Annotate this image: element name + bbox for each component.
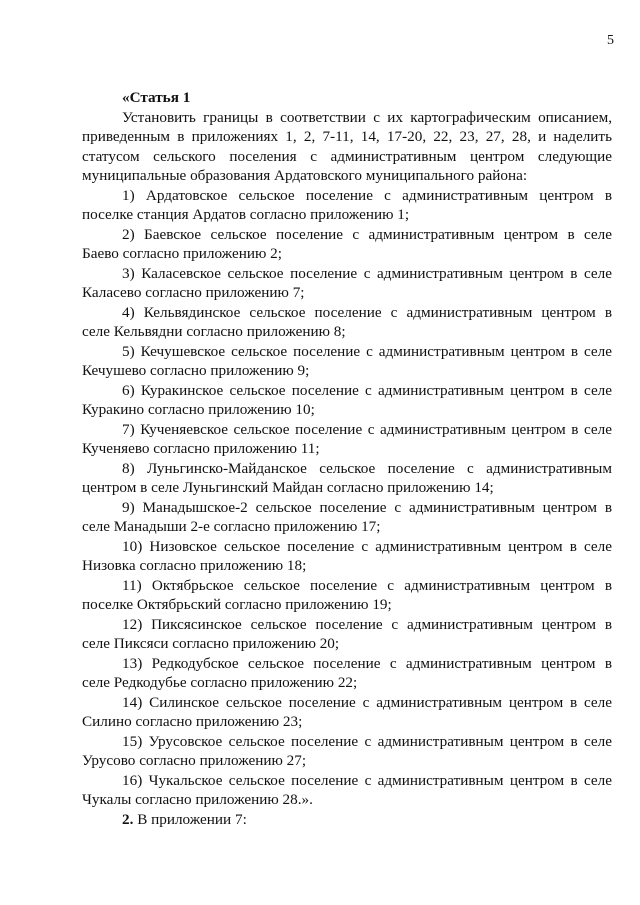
intro-line: статусом сельского поселения с административным центром следующие — [82, 147, 612, 165]
list-item — [82, 576, 612, 615]
list-item-line: селе Кельвядни согласно приложению 8; — [82, 323, 346, 340]
list-item-line: 10) Низовское сельское поселение с административным центром в селе — [122, 537, 612, 555]
list-item — [82, 459, 612, 498]
list-item-line: 11) Октябрьское сельское поселение с административным центром в — [122, 576, 612, 594]
list-item-line: 7) Кученяевское сельское поселение с административным центром в селе — [122, 420, 612, 438]
list-item-line: 2) Баевское сельское поселение с административным центром в селе — [122, 225, 612, 243]
list-item — [82, 537, 612, 576]
list-item — [82, 381, 612, 420]
intro-line: приведенным в приложениях 1, 2, 7-11, 14, 17-20, 22, 23, 27, 28, и наделить — [82, 128, 612, 145]
list-item-line: 12) Пиксясинское сельское поселение с административным центром в — [122, 615, 612, 633]
list-item-line: Каласево согласно приложению 7; — [82, 284, 305, 301]
list-item-line: Урусово согласно приложению 27; — [82, 752, 307, 769]
list-item-line: Куракино согласно приложению 10; — [82, 401, 315, 418]
list-item-line: Кечушево согласно приложению 9; — [82, 362, 310, 379]
list-item-line: 9) Манадышское-2 сельское поселение с административным центром в — [122, 498, 612, 516]
list-item — [82, 264, 612, 303]
list-item-line: 13) Редкодубское сельское поселение с административным центром в — [122, 654, 612, 672]
section-2-heading — [82, 810, 612, 830]
list-item-line: селе Пиксяси согласно приложению 20; — [82, 635, 340, 652]
list-item-line: поселке Октябрьский согласно приложению 19; — [82, 596, 392, 613]
list-item-line: центром в селе Луньгинский Майдан согласно приложению 14; — [82, 479, 494, 496]
list-item-line: Кученяево согласно приложению 11; — [82, 440, 320, 457]
list-item-line: Силино согласно приложению 23; — [82, 713, 303, 730]
list-item-line: поселке станция Ардатов согласно приложению 1; — [82, 206, 410, 223]
intro-line: Установить границы в соответствии с их картографическим описанием, — [122, 108, 612, 126]
section-2-number: 2. — [122, 810, 134, 828]
page-number: 5 — [607, 33, 614, 48]
list-item — [82, 225, 612, 264]
list-item-line: селе Редкодубье согласно приложению 22; — [82, 674, 358, 691]
section-2-text: В приложении 7: — [133, 810, 247, 828]
list-item-line: Чукалы согласно приложению 28.». — [82, 791, 313, 808]
list-item-line: Баево согласно приложению 2; — [82, 245, 282, 262]
list-item-line: 6) Куракинское сельское поселение с административным центром в селе — [122, 381, 612, 399]
list-item — [82, 615, 612, 654]
settlement-list — [82, 186, 612, 810]
list-item-line: 4) Кельвядинское сельское поселение с административным центром в — [122, 303, 612, 321]
list-item — [82, 303, 612, 342]
list-item — [82, 186, 612, 225]
list-item-line: селе Манадыши 2-е согласно приложению 17; — [82, 518, 381, 535]
list-item — [82, 732, 612, 771]
article-heading: «Статья 1 — [122, 89, 191, 106]
list-item — [82, 342, 612, 381]
list-item-line: 8) Луньгинско-Майданское сельское поселение с административным — [122, 459, 612, 477]
list-item-line: 15) Урусовское сельское поселение с административным центром в селе — [122, 732, 612, 750]
list-item-line: 14) Силинское сельское поселение с административным центром в селе — [122, 693, 612, 711]
list-item-line: 3) Каласевское сельское поселение с административным центром в селе — [122, 264, 612, 282]
list-item — [82, 693, 612, 732]
list-item-line: 16) Чукальское сельское поселение с административным центром в селе — [122, 771, 612, 789]
list-item — [82, 771, 612, 810]
list-item — [82, 498, 612, 537]
list-item-line: 1) Ардатовское сельское поселение с административным центром в — [122, 186, 612, 204]
intro-line: муниципальные образования Ардатовского муниципального района: — [82, 167, 528, 184]
list-item — [82, 654, 612, 693]
document-body — [82, 88, 612, 829]
list-item-line: Низовка согласно приложению 18; — [82, 557, 307, 574]
list-item — [82, 420, 612, 459]
intro-paragraph — [82, 108, 612, 186]
list-item-line: 5) Кечушевское сельское поселение с административным центром в селе — [122, 342, 612, 360]
